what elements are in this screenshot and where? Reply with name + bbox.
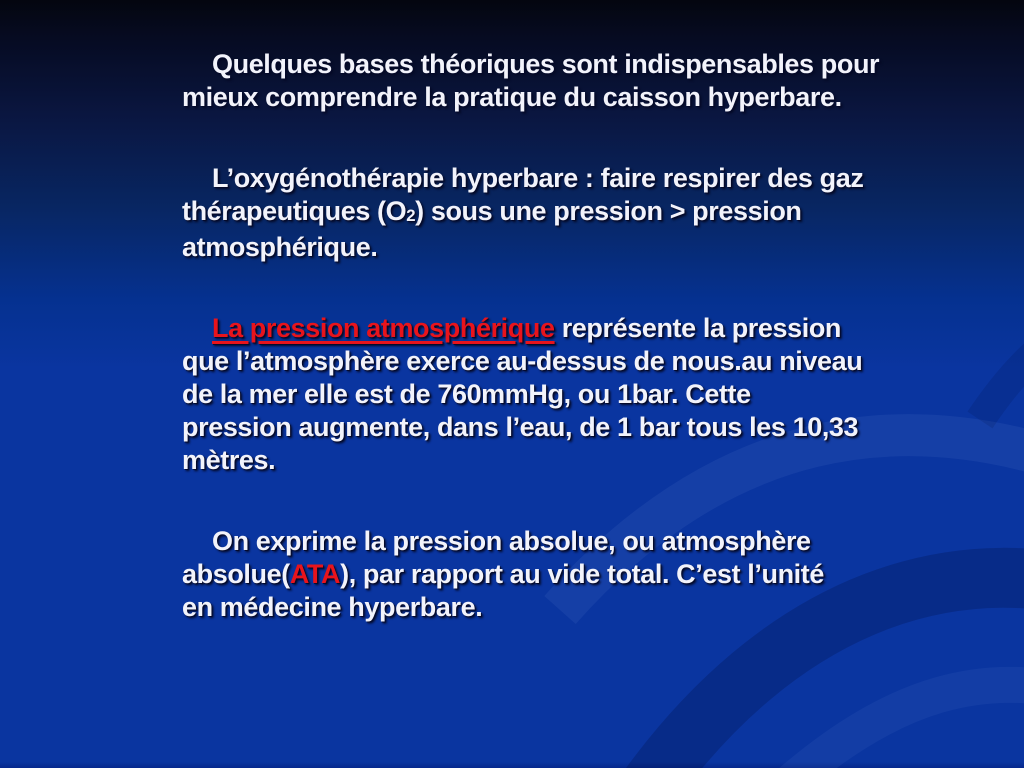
text-line xyxy=(182,48,972,81)
highlight-red-underline: La pression atmosphérique xyxy=(212,313,555,343)
text-run: Quelques bases théoriques sont indispensables pour xyxy=(212,49,880,79)
text-run: ) sous une pression > pression xyxy=(415,196,802,226)
text-run: On exprime la pression absolue, ou atmosphère xyxy=(212,526,811,556)
text-line xyxy=(182,195,972,231)
text-line xyxy=(182,231,972,264)
paragraph xyxy=(182,525,972,624)
subscript-text: 2 xyxy=(406,206,416,225)
text-run: L’oxygénothérapie hyperbare : faire respirer des gaz xyxy=(212,163,864,193)
text-line xyxy=(182,444,972,477)
text-run: atmosphérique. xyxy=(182,232,378,262)
text-run: absolue( xyxy=(182,559,290,589)
text-line xyxy=(182,591,972,624)
paragraph xyxy=(182,312,972,477)
slide-text-block xyxy=(182,48,972,624)
text-line xyxy=(182,558,972,591)
text-run: ), par rapport au vide total. C’est l’unité xyxy=(340,559,824,589)
text-run: mètres. xyxy=(182,445,276,475)
text-line xyxy=(182,162,972,195)
text-line xyxy=(182,312,972,345)
text-run: thérapeutiques (O xyxy=(182,196,407,226)
text-line xyxy=(182,525,972,558)
text-line xyxy=(182,411,972,444)
text-run: de la mer elle est de 760mmHg, ou 1bar. Cette xyxy=(182,379,751,409)
text-line xyxy=(182,345,972,378)
highlight-red: ATA xyxy=(289,559,341,589)
paragraph xyxy=(182,48,972,114)
text-run: en médecine hyperbare. xyxy=(182,592,483,622)
text-line xyxy=(182,81,972,114)
paragraph xyxy=(182,162,972,264)
text-run: que l’atmosphère exerce au-dessus de nous.au niveau xyxy=(182,346,863,376)
text-run: pression augmente, dans l’eau, de 1 bar tous les 10,33 xyxy=(182,412,859,442)
text-line xyxy=(182,378,972,411)
text-run: représente la pression xyxy=(554,313,842,343)
text-run: mieux comprendre la pratique du caisson hyperbare. xyxy=(182,82,842,112)
